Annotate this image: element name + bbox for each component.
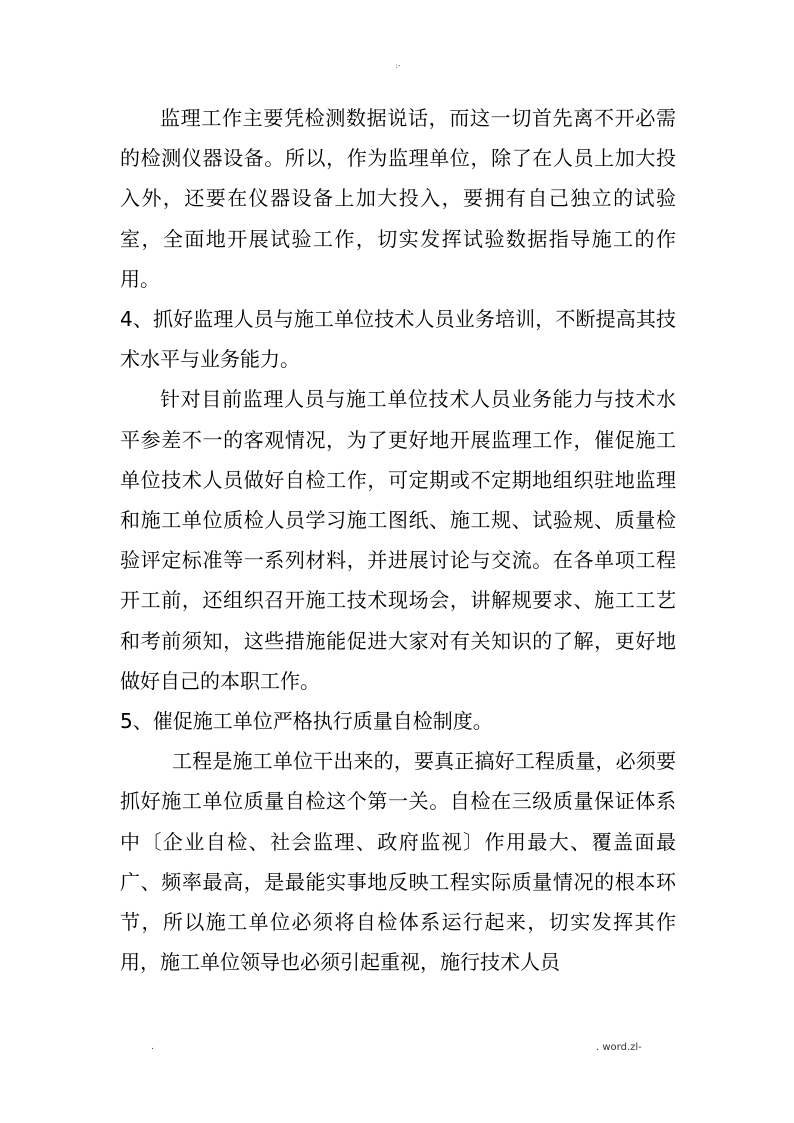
footer-left-mark: . <box>151 1042 154 1052</box>
section-heading-5-self-inspection: 5、催促施工单位严格执行质量自检制度。 <box>120 709 493 734</box>
document-body <box>120 98 676 982</box>
paragraph-equipment-investment: 监理工作主要凭检测数据说话，而这一切首先离不开必需的检测仪器设备。所以，作为监理单位，除了在人员上加大投入外，还要在仪器设备上加大投入，要拥有自己独立的试验室，全面地开展试验工作，切实发挥试验数据指导施工的作用。 <box>120 106 676 291</box>
paragraph-self-inspection-system: 工程是施工单位干出来的，要真正搞好工程质量，必须要抓好施工单位质量自检这个第一关。自检在三级质量保证体系中〔企业自检、社会监理、政府监视〕作用最大、覆盖面最广、频率最高，是最能实事地反映工程实际质量情况的根本环节，所以施工单位必须将自检体系运行起来，切实发挥其作用，施工单位领导也必须引起重视，施行技术人员 <box>120 749 676 975</box>
paragraph-training-measures: 针对目前监理人员与施工单位技术人员业务能力与技术水平参差不一的客观情况，为了更好地开展监理工作，催促施工单位技术人员做好自检工作，可定期或不定期地组织驻地监理和施工单位质检人员学习施工图纸、施工规、试验规、质量检验评定标准等一系列材料，并进展讨论与交流。在各单项工程开工前，还组织召开施工技术现场会，讲解规要求、施工工艺和考前须知，这些措施能促进大家对有关知识的了解，更好地做好自己的本职工作。 <box>120 387 676 693</box>
page-header-mark: :- <box>395 62 401 70</box>
section-heading-4-training: 4、抓好监理人员与施工单位技术人员业务培训，不断提高其技术水平与业务能力。 <box>120 307 676 372</box>
footer-source-mark: . word.zl- <box>596 1042 642 1053</box>
